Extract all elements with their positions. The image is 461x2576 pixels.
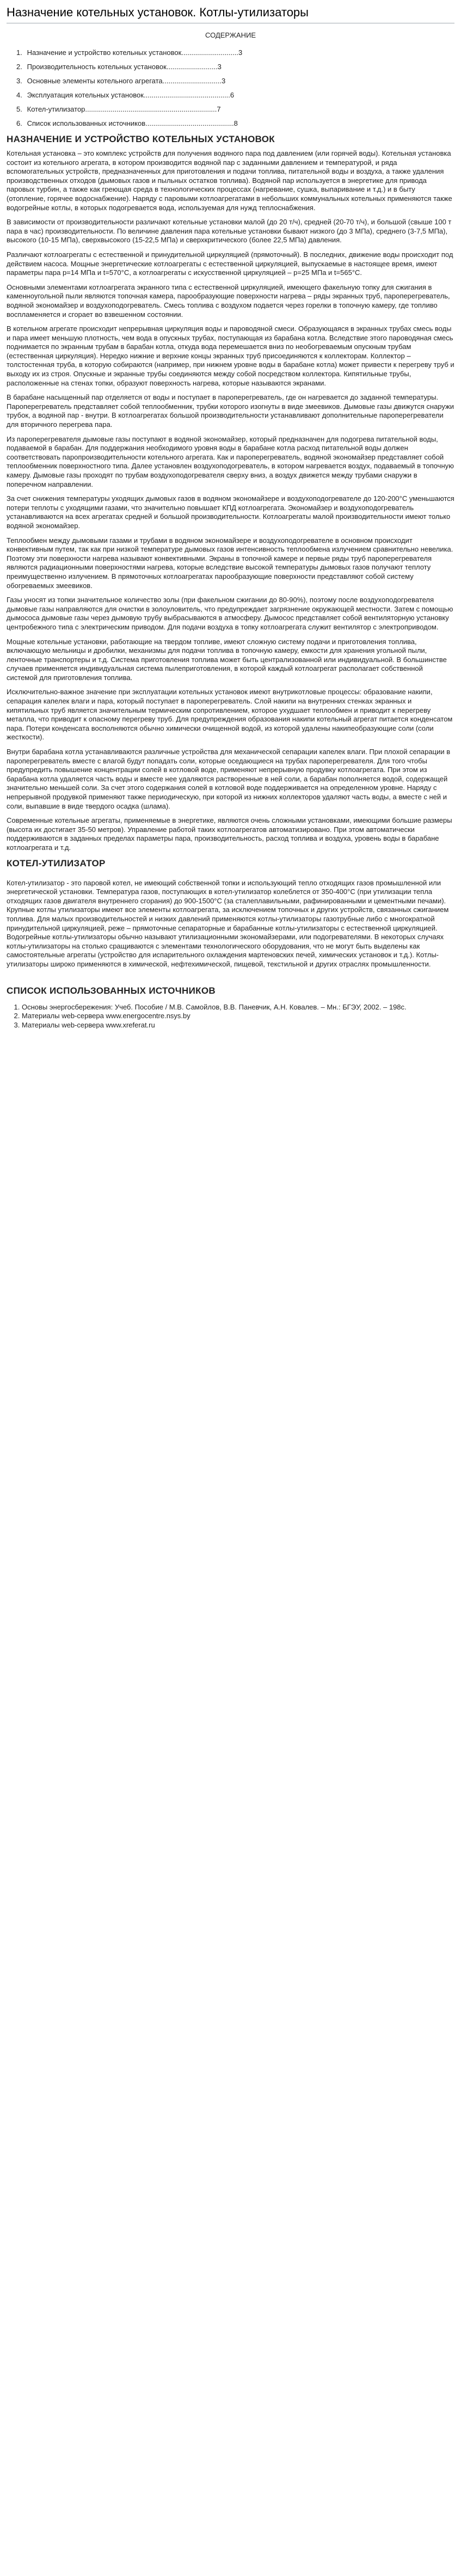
toc-item-label: Эксплуатация котельных установок............................................6 <box>27 91 235 99</box>
toc-item-number: 3. <box>16 77 22 85</box>
table-of-contents <box>7 46 454 131</box>
paragraph: Из пароперегревателя дымовые газы поступают в водяной экономайзер, который предназначен для подогрева питательной воды, подаваемой в барабан. Для поддержания необходимого уровня воды в барабане котла расход питательной воды должен соответствовать паропроизводительности котельного агрегата. Как и пароперегреватель, водяной экономайзер представляет собой теплообменник поверхностного типа. Далее установлен воздухоподогреватель, в котором нагревается воздух, подаваемый в топочную камеру. Дымовые газы проходят по трубам воздухоподогревателя сверху вниз, а воздух движется между трубами снаружи в поперечном направлении. <box>7 435 454 488</box>
paragraph: Газы уносят из топки значительное количество золы (при факельном сжигании до 80-90%), поэтому после воздухоподогревателя дымовые газы направляются для очистки в золоуловитель, что предупреждает загрязнение окружающей местности. Затем с помощью дымососа дымовые газы через дымовую трубу выбрасываются в атмосферу. Дымосос представляет собой вентиляторную установку центробежного типа с электрическим приводом. Для подачи воздуха в топку котлоагрегата служит вентилятор с электроприводом. <box>7 596 453 631</box>
paragraph: За счет снижения температуры уходящих дымовых газов в водяном экономайзере и воздухоподогревателе до 120-200°С уменьшаются потери теплоты с уходящими газами, что значительно повышает КПД котлоагрегата. Экономайзер и воздухоподогреватель устанавливаются на всех агрегатах средней и большой производительности. Котлоагрегаты малой производительности имеют только водяной экономайзер. <box>7 494 454 530</box>
toc-item[interactable] <box>16 102 454 117</box>
paragraph: Котел-утилизатор - это паровой котел, не имеющий собственной топки и использующий тепло отходящих газов промышленной или энергетической установки. Температура газов, поступающих в котел-утилизатор колеблется от 350-400°С (при утилизации тепла отходящих газов двигателя внутреннего сгорания) до 900-1500°С (за сталеплавильными, рафинированными и цементными печами). Крупные котлы утилизаторы имеют все элементы котлоагрегата, за исключением топочных и других устройств, связанных сжиганием топлива. Для малых производительностей и низких давлений применяются котлы-утилизаторы газотрубные либо с многократной принудительной циркуляцией, реже – прямоточные сепараторные и барабанные котлы-утилизаторы с естественной циркуляцией. Водогрейные котлы-утилизаторы обычно называют утилизационными экономайзерами, или подогревателями. В некоторых случаях котлы-утилизаторы на столько сращиваются с элементами технологического оборудования, что не могут быть выделены как самостоятельные агрегаты (устройство для испарительного охлаждения мартеновских печей, химических установок и т.д.). Котлы-утилизаторы широко применяются в химической, нефтехимической, пищевой, текстильной и других отраслях промышленности. <box>7 878 449 968</box>
toc-item-number: 4. <box>16 91 22 99</box>
references-list <box>7 1003 454 1030</box>
toc-item[interactable] <box>16 88 454 102</box>
toc-item-number: 1. <box>16 48 22 57</box>
paragraph: В барабане насыщенный пар отделяется от воды и поступает в пароперегреватель, где он нагревается до заданной температуры. Пароперегреватель представляет собой теплообменник, трубки которого изогнуты в виде змеевиков. Дымовые газы движутся снаружи трубок, а водяной пар - внутри. В котлоагрегатах большой производительности устанавливают дополнительные пароперегреватели для вторичного перегрева пара. <box>7 393 454 429</box>
toc-item[interactable] <box>16 46 454 60</box>
toc-item-label: Котел-утилизатор...................................................................7 <box>27 105 221 113</box>
toc-item-label: Производительность котельных установок..........................3 <box>27 63 222 71</box>
toc-item-number: 6. <box>16 119 22 127</box>
paragraph: Внутри барабана котла устанавливаются различные устройства для механической сепарации капелек влаги. При плохой сепарации в пароперегреватель вместе с влагой будут попадать соли, которые оседающиеся на трубах пароперегревателя. Для того чтобы предупредить повышение концентрации солей в котловой воде, применяют непрерывную продувку котлоагрегата. При этом из барабана котла удаляется часть воды и вместе нее удаляются растворенные в ней соли, а барабан пополняется водой, содержащей значительно меньшей соли. За счет этого содержания солей в котловой воде поддерживается на определенном уровне. Наряду с непрерывной продувкой применяют также периодическую, при которой из нижних коллекторов удаляют часть воды, а вместе с ней и соли, выпавшие в виде твердого осадка (шлама). <box>7 748 451 810</box>
toc-item-label: Список использованных источников.............................................8 <box>27 119 238 127</box>
paragraph: Мощные котельные установки, работающие на твердом топливе, имеют сложную систему подачи и приготовления топлива, включающую мельницы и дробилки, механизмы для подачи топлива в топочную камеру, емкости для хранения угольной пыли, ленточные транспортеры и т.д. Система приготовления топлива может быть централизованной или индивидуальной. В большинстве случаев применяется индивидуальная система пылеприготовления, в которой каждый котлоагрегат располагает собственной системой для приготовления топлива. <box>7 637 447 682</box>
page-title: Назначение котельных установок. Котлы-утилизаторы <box>7 5 454 23</box>
paragraph: Современные котельные агрегаты, применяемые в энергетике, являются очень сложными установками, имеющими большие размеры (высота их достигает 35-50 метров). Управление работой таких котлоагрегатов автоматизировано. При этом автоматически поддерживаются в заданных пределах параметры пара, производительность, расход топлива и воздуха, уровень воды в барабане котлоагрегата и т.д. <box>7 816 452 852</box>
reference-item[interactable]: 3. Материалы web-сервера www.xreferat.ru <box>22 1021 454 1030</box>
paragraph: Основными элементами котлоагрегата экранного типа с естественной циркуляцией, имеющего факельную топку для сжигания в каменноугольной пыли являются топочная камера, парообразующие поверхности нагрева – ряды экранных труб, пароперегреватель, водяной экономайзер и воздухоподогреватель. Смесь топлива с воздухом подается через горелки в топочную камеру, где топливо воспламеняется и сгорает во взвешенном состоянии. <box>7 283 450 319</box>
reference-item[interactable]: 2. Материалы web-сервера www.energocentre.nsys.by <box>22 1012 454 1021</box>
paragraph: В зависимости от производительности различают котельные установки малой (до 20 т/ч), средней (20-70 т/ч), и большой (свыше 100 т пара в час) производительности. По величине давления пара котельные установки бывают низкого (до 3 МПа), среднего (3-7,5 МПа), высокого (10-15 МПа), сверхвысокого (15-22,5 МПа) и сверхкритического (более 22,5 МПа) давления. <box>7 218 452 244</box>
toc-item[interactable] <box>16 60 454 74</box>
paragraph: Исключительно-важное значение при эксплуатации котельных установок имеют внутрикотловые процессы: образование накипи, сепарация капелек влаги и пара, который поступает в пароперегреватель. Слой накипи на внутренних стенках экранных и кипятильных труб является значительным термическим сопротивлением, которое ухудшает теплообмен и приводит к перегреву металла, что приводит к опасному перегреву труб. Для предупреждения образования накипи котельный агрегат питается конденсатом пара. Потери конденсата восполняются обычно химически очищенной водой, из которой удалены накипеобразующие соли (соли жесткости). <box>7 688 453 742</box>
section-heading-sources: СПИСОК ИСПОЛЬЗОВАННЫХ ИСТОЧНИКОВ <box>7 985 216 996</box>
toc-item-label: Назначение и устройство котельных установок.............................3 <box>27 48 243 57</box>
paragraph: Теплообмен между дымовыми газами и трубами в водяном экономайзере и воздухоподогревателе в основном происходит конвективным путем, так как при низкой температуре дымовых газов интенсивность теплообмена излучением сравнительно невелика. Поэтому эти поверхности нагрева называют конвективными. Экраны в топочной камере и первые ряды труб пароперегревателя являются радиационными поверхностями нагрева, которые вследствие высокой температуры дымовых газов получают теплоту преимущественно излучением. В прямоточных котлоагрегатах парообразующие поверхности представляют собой систему обогреваемых змеевиков. <box>7 536 453 590</box>
toc-item-label: Основные элементы котельного агрегата..............................3 <box>27 77 226 85</box>
toc-heading: СОДЕРЖАНИЕ <box>205 31 256 39</box>
paragraph: Различают котлоагрегаты с естественной и принудительной циркуляцией (прямоточный). В последних, движение воды происходит под действием насоса. Мощные энергетические котлоагрегаты с естественной циркуляцией, выпускаемые в настоящее время, имеют параметры пара р=14 МПа и t=570°С, а котлоагрегаты с искусственной циркуляцией – р=25 МПа и t=565°С. <box>7 250 453 277</box>
toc-item[interactable] <box>16 117 454 131</box>
paragraph: Котельная установка – это комплекс устройств для получения водяного пара под давлением (или горячей воды). Котельная установка состоит из котельного агрегата, в котором производится водяной пар с заданными давлением и температурой, и ряда вспомогательных устройств, предназначенных для приготовления и подачи топлива, питательной воды и воздуха, а также удаления производственных отходов (дымовых газов и пыльных остатков топлива). Водяной пар используется в энергетике для привода паровых турбин, а также как греющая среда в технологических процессах (нагревание, сушка, выпаривание и т.д.) и в быту (отопление, горячее водоснабжение). Наряду с паровыми котлоагрегатами в небольших коммунальных котельных применяются также водогрейные котлы, в которых подогревается вода, используемая для нужд теплоснабжения. <box>7 149 452 212</box>
toc-item[interactable] <box>16 74 454 88</box>
reference-item: 1. Основы энергосбережения: Учеб. Пособие / М.В. Самойлов, В.В. Паневчик, А.Н. Ковалев. – Мн.: БГЭУ, 2002. – 198с. <box>22 1003 454 1012</box>
section-heading-recovery-boiler: КОТЕЛ-УТИЛИЗАТОР <box>7 858 106 868</box>
paragraph: В котельном агрегате происходит непрерывная циркуляция воды и пароводяной смеси. Образующаяся в экранных трубах смесь воды и пара имеет меньшую плотность, чем вода в опускных трубах, поступающая из барабана котла. Вследствие этого пароводяная смесь поднимается по экранным трубам в барабан котла, откуда вода перемешается вниз по необогреваемым опускным трубам (естественная циркуляция). Нередко нижние и верхние концы экранных труб присоединяются к коллекторам. Коллектор – толстостенная труба, в которую собираются (например, при нижнем уровне воды в барабане котла) может привести к перегреву труб и выходу их из строя. Опускные и экранные трубы соединяются между собой посредством коллектора. Кипятильные трубы, расположенные на стенах топки, образуют поверхность нагрева, которые называются экранами. <box>7 325 454 387</box>
toc-item-number: 5. <box>16 105 22 113</box>
toc-item-number: 2. <box>16 63 22 71</box>
section-heading-purpose: НАЗНАЧЕНИЕ И УСТРОЙСТВО КОТЕЛЬНЫХ УСТАНОВОК <box>7 134 275 144</box>
spacer <box>7 873 454 879</box>
